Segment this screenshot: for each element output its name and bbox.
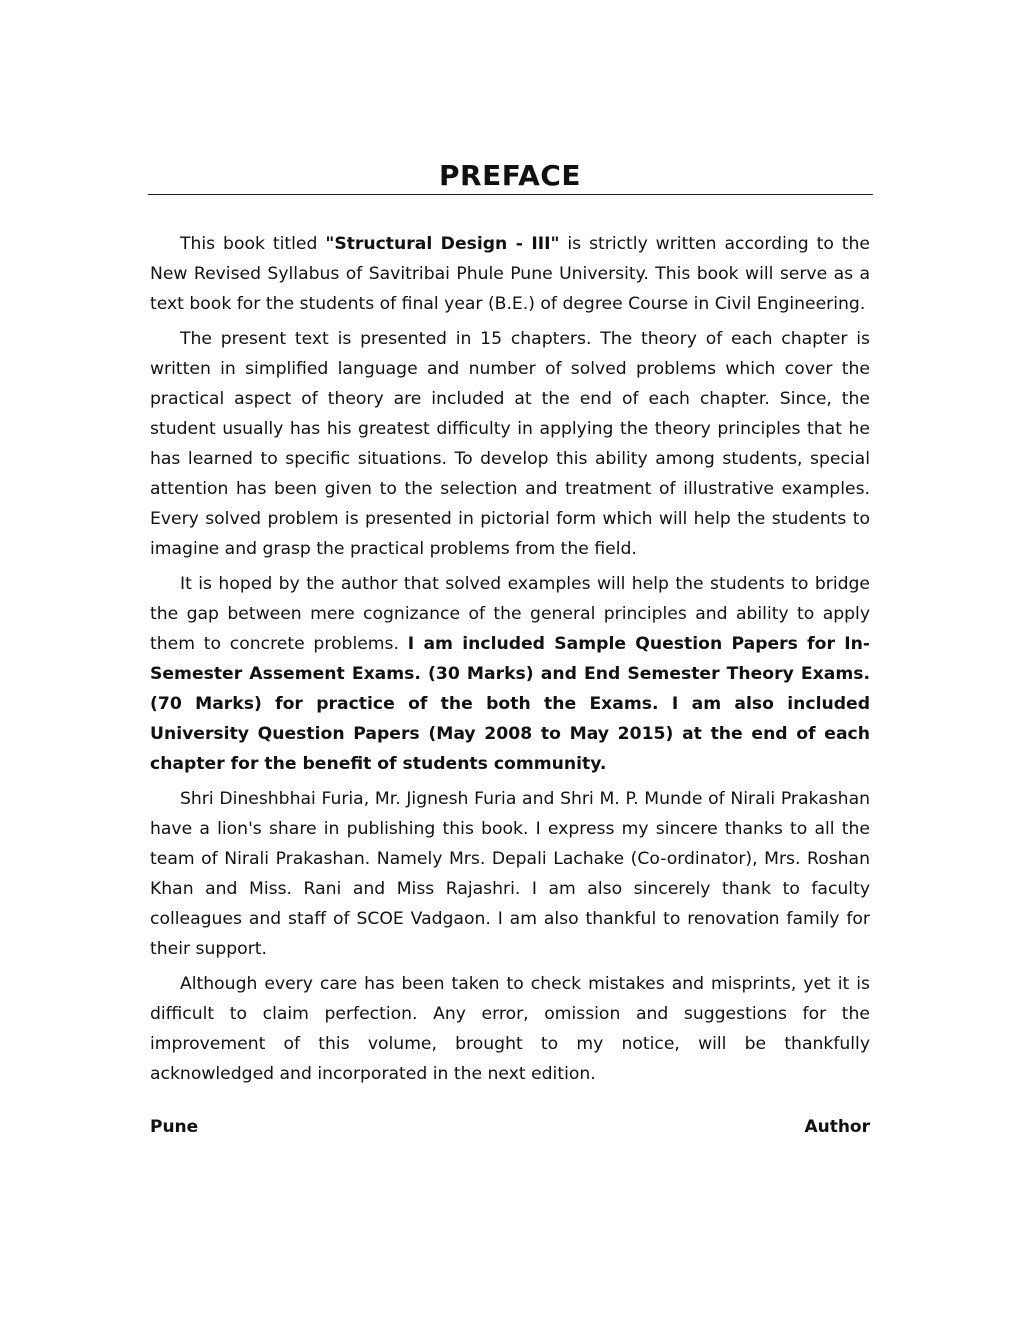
page-title: PREFACE xyxy=(439,159,581,192)
paragraph-4: Shri Dineshbhai Furia, Mr. Jignesh Furia and Shri M. P. Munde of Nirali Prakashan have a lion's share in publishing this book. I express my sincere thanks to all the team of Nirali Prakashan. Namely Mrs. Depali Lachake (Co-ordinator), Mrs. Roshan Khan and Miss. Rani and Miss Rajashri. I am also sincerely thank to faculty colleagues and staff of SCOE Vadgaon. I am also thankful to renovation family for their support. xyxy=(150,789,870,959)
paragraph-3-emphasis: I am included Sample Question Papers for In-Semester Assement Exams. (30 Marks) and End Semester Theory Exams. (70 Marks) for practice of the both the Exams. I am also included University Question Papers (May 2008 to May 2015) at the end of each chapter for the benefit of students community. xyxy=(150,634,871,774)
signature-author: Author xyxy=(804,1117,870,1137)
paragraph-5: Although every care has been taken to check mistakes and misprints, yet it is difficult to claim perfection. Any error, omission and suggestions for the improvement of this volume, brought to my notice, will be thankfully acknowledged and incorporated in the next edition. xyxy=(150,974,870,1084)
paragraph-3 xyxy=(150,569,870,779)
preface-body xyxy=(150,229,870,1094)
paragraph-3-lead: It is hoped by the author that solved examples will help the students to bridge the gap between mere cognizance of the general principles and ability to apply them to concrete problems. xyxy=(150,574,870,654)
title-divider xyxy=(148,194,873,195)
paragraph-1 xyxy=(150,229,870,319)
signature-place: Pune xyxy=(150,1117,199,1137)
paragraph-2: The present text is presented in 15 chapters. The theory of each chapter is written in simplified language and number of solved problems which cover the practical aspect of theory are included at the end of each chapter. Since, the student usually has his greatest difficulty in applying the theory principles that he has learned to specific situations. To develop this ability among students, special attention has been given to the selection and treatment of illustrative examples. Every solved problem is presented in pictorial form which will help the students to imagine and grasp the practical problems from the field. xyxy=(150,329,870,559)
paragraph-1-rest: is strictly written according to the New Revised Syllabus of Savitribai Phule Pune University. This book will serve as a text book for the students of final year (B.E.) of degree Course in Civil Engineering. xyxy=(150,234,871,314)
book-title: "Structural Design - III" xyxy=(325,234,560,254)
paragraph-1-lead: This book titled xyxy=(180,234,326,254)
